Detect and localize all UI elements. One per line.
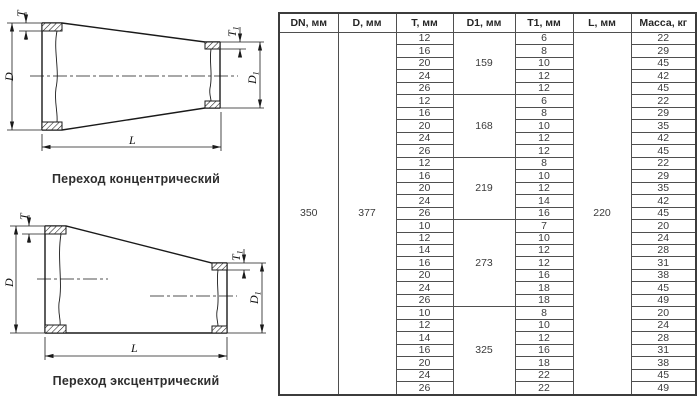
cell-t: 20 — [396, 57, 453, 69]
cell-t: 26 — [396, 294, 453, 306]
cell-t: 10 — [396, 220, 453, 232]
table-row — [279, 33, 696, 45]
cell-mass: 42 — [631, 70, 696, 82]
eccentric-reducer-drawing — [0, 203, 270, 403]
column-header: D, мм — [338, 13, 396, 33]
cell-t: 14 — [396, 244, 453, 256]
cell-dn: 350 — [279, 33, 338, 396]
cell-t1: 10 — [515, 57, 573, 69]
cell-mass: 22 — [631, 33, 696, 45]
cell-t: 12 — [396, 232, 453, 244]
cell-l: 220 — [573, 33, 631, 396]
cell-mass: 20 — [631, 307, 696, 319]
cell-mass: 20 — [631, 220, 696, 232]
cell-t: 16 — [396, 170, 453, 182]
cell-d1: 325 — [453, 307, 515, 395]
cell-t1: 7 — [515, 220, 573, 232]
cell-mass: 22 — [631, 95, 696, 107]
column-header: DN, мм — [279, 13, 338, 33]
cell-t: 16 — [396, 107, 453, 119]
dim-label-T: T — [17, 213, 31, 220]
cell-mass: 49 — [631, 382, 696, 395]
cell-t1: 8 — [515, 107, 573, 119]
cell-t: 24 — [396, 195, 453, 207]
cell-t1: 12 — [515, 332, 573, 344]
concentric-caption: Переход концентрический — [51, 172, 220, 186]
cell-t1: 6 — [515, 95, 573, 107]
cell-t: 16 — [396, 45, 453, 57]
cell-mass: 38 — [631, 357, 696, 369]
dim-label-L: L — [129, 133, 136, 147]
cell-t1: 10 — [515, 319, 573, 331]
cell-t1: 12 — [515, 182, 573, 194]
cell-t1: 8 — [515, 157, 573, 169]
cell-mass: 29 — [631, 45, 696, 57]
spec-table-body — [279, 33, 696, 396]
dim-label-T: T — [14, 10, 28, 17]
cell-d: 377 — [338, 33, 396, 396]
hatched-wall-sections — [42, 23, 220, 130]
cell-mass: 45 — [631, 145, 696, 157]
cell-mass: 45 — [631, 207, 696, 219]
cell-mass: 45 — [631, 369, 696, 381]
cell-mass: 35 — [631, 120, 696, 132]
spec-table-header-row — [279, 13, 696, 33]
cell-mass: 28 — [631, 332, 696, 344]
cell-mass: 24 — [631, 232, 696, 244]
cell-mass: 31 — [631, 344, 696, 356]
reducer-body-outline — [42, 23, 220, 130]
cell-t: 20 — [396, 357, 453, 369]
cell-t: 14 — [396, 332, 453, 344]
dim-label-T1: $T_1$ — [225, 26, 241, 37]
cell-t: 24 — [396, 369, 453, 381]
cell-mass: 49 — [631, 294, 696, 306]
cell-t: 16 — [396, 257, 453, 269]
cell-t: 24 — [396, 132, 453, 144]
hatched-wall-sections — [45, 226, 227, 333]
cell-mass: 38 — [631, 269, 696, 281]
cell-mass: 35 — [631, 182, 696, 194]
cell-mass: 31 — [631, 257, 696, 269]
cell-t1: 10 — [515, 120, 573, 132]
cell-t1: 12 — [515, 70, 573, 82]
cell-mass: 29 — [631, 170, 696, 182]
cell-t1: 18 — [515, 282, 573, 294]
cell-t1: 22 — [515, 369, 573, 381]
column-header: Масса, кг — [631, 13, 696, 33]
cell-t: 12 — [396, 157, 453, 169]
cell-mass: 28 — [631, 244, 696, 256]
break-lines — [59, 234, 218, 326]
cell-t1: 12 — [515, 132, 573, 144]
column-header: L, мм — [573, 13, 631, 33]
column-header: D1, мм — [453, 13, 515, 33]
centerlines — [37, 279, 237, 296]
reducer-body-outline — [45, 226, 227, 333]
cell-t1: 6 — [515, 33, 573, 45]
cell-mass: 42 — [631, 132, 696, 144]
cell-t1: 16 — [515, 344, 573, 356]
cell-t1: 12 — [515, 82, 573, 94]
cell-mass: 24 — [631, 319, 696, 331]
dim-label-D: D — [2, 72, 16, 81]
cell-t1: 10 — [515, 232, 573, 244]
cell-t: 26 — [396, 82, 453, 94]
cell-t1: 12 — [515, 244, 573, 256]
cell-t: 24 — [396, 70, 453, 82]
cell-t1: 8 — [515, 45, 573, 57]
cell-d1: 159 — [453, 33, 515, 95]
cell-t1: 16 — [515, 269, 573, 281]
cell-t1: 14 — [515, 195, 573, 207]
cell-t: 26 — [396, 207, 453, 219]
cell-t: 12 — [396, 95, 453, 107]
eccentric-caption: Переход эксцентрический — [52, 374, 220, 388]
cell-mass: 42 — [631, 195, 696, 207]
break-lines — [55, 31, 211, 122]
cell-t: 12 — [396, 33, 453, 45]
cell-d1: 219 — [453, 157, 515, 219]
spec-table — [278, 12, 697, 396]
cell-mass: 22 — [631, 157, 696, 169]
cell-t: 20 — [396, 269, 453, 281]
dim-label-D1: $D_1$ — [247, 291, 263, 304]
column-header: T1, мм — [515, 13, 573, 33]
cell-d1: 273 — [453, 220, 515, 307]
cell-mass: 45 — [631, 57, 696, 69]
cell-t: 26 — [396, 145, 453, 157]
dim-label-L: L — [131, 341, 138, 355]
concentric-reducer-drawing — [0, 0, 270, 200]
dim-label-T1: $T_1$ — [229, 250, 245, 261]
cell-t1: 18 — [515, 294, 573, 306]
column-header: T, мм — [396, 13, 453, 33]
cell-t1: 18 — [515, 357, 573, 369]
cell-t: 12 — [396, 319, 453, 331]
cell-t1: 22 — [515, 382, 573, 395]
cell-t: 26 — [396, 382, 453, 395]
cell-mass: 45 — [631, 282, 696, 294]
cell-t1: 12 — [515, 257, 573, 269]
cell-mass: 29 — [631, 107, 696, 119]
dim-label-D1: $D_1$ — [245, 71, 261, 84]
cell-t1: 16 — [515, 207, 573, 219]
cell-t: 10 — [396, 307, 453, 319]
cell-t: 16 — [396, 344, 453, 356]
cell-t1: 12 — [515, 145, 573, 157]
cell-t: 20 — [396, 182, 453, 194]
cell-mass: 45 — [631, 82, 696, 94]
cell-t: 24 — [396, 282, 453, 294]
cell-d1: 168 — [453, 95, 515, 157]
cell-t1: 10 — [515, 170, 573, 182]
dim-label-D: D — [2, 278, 16, 287]
cell-t: 20 — [396, 120, 453, 132]
cell-t1: 8 — [515, 307, 573, 319]
